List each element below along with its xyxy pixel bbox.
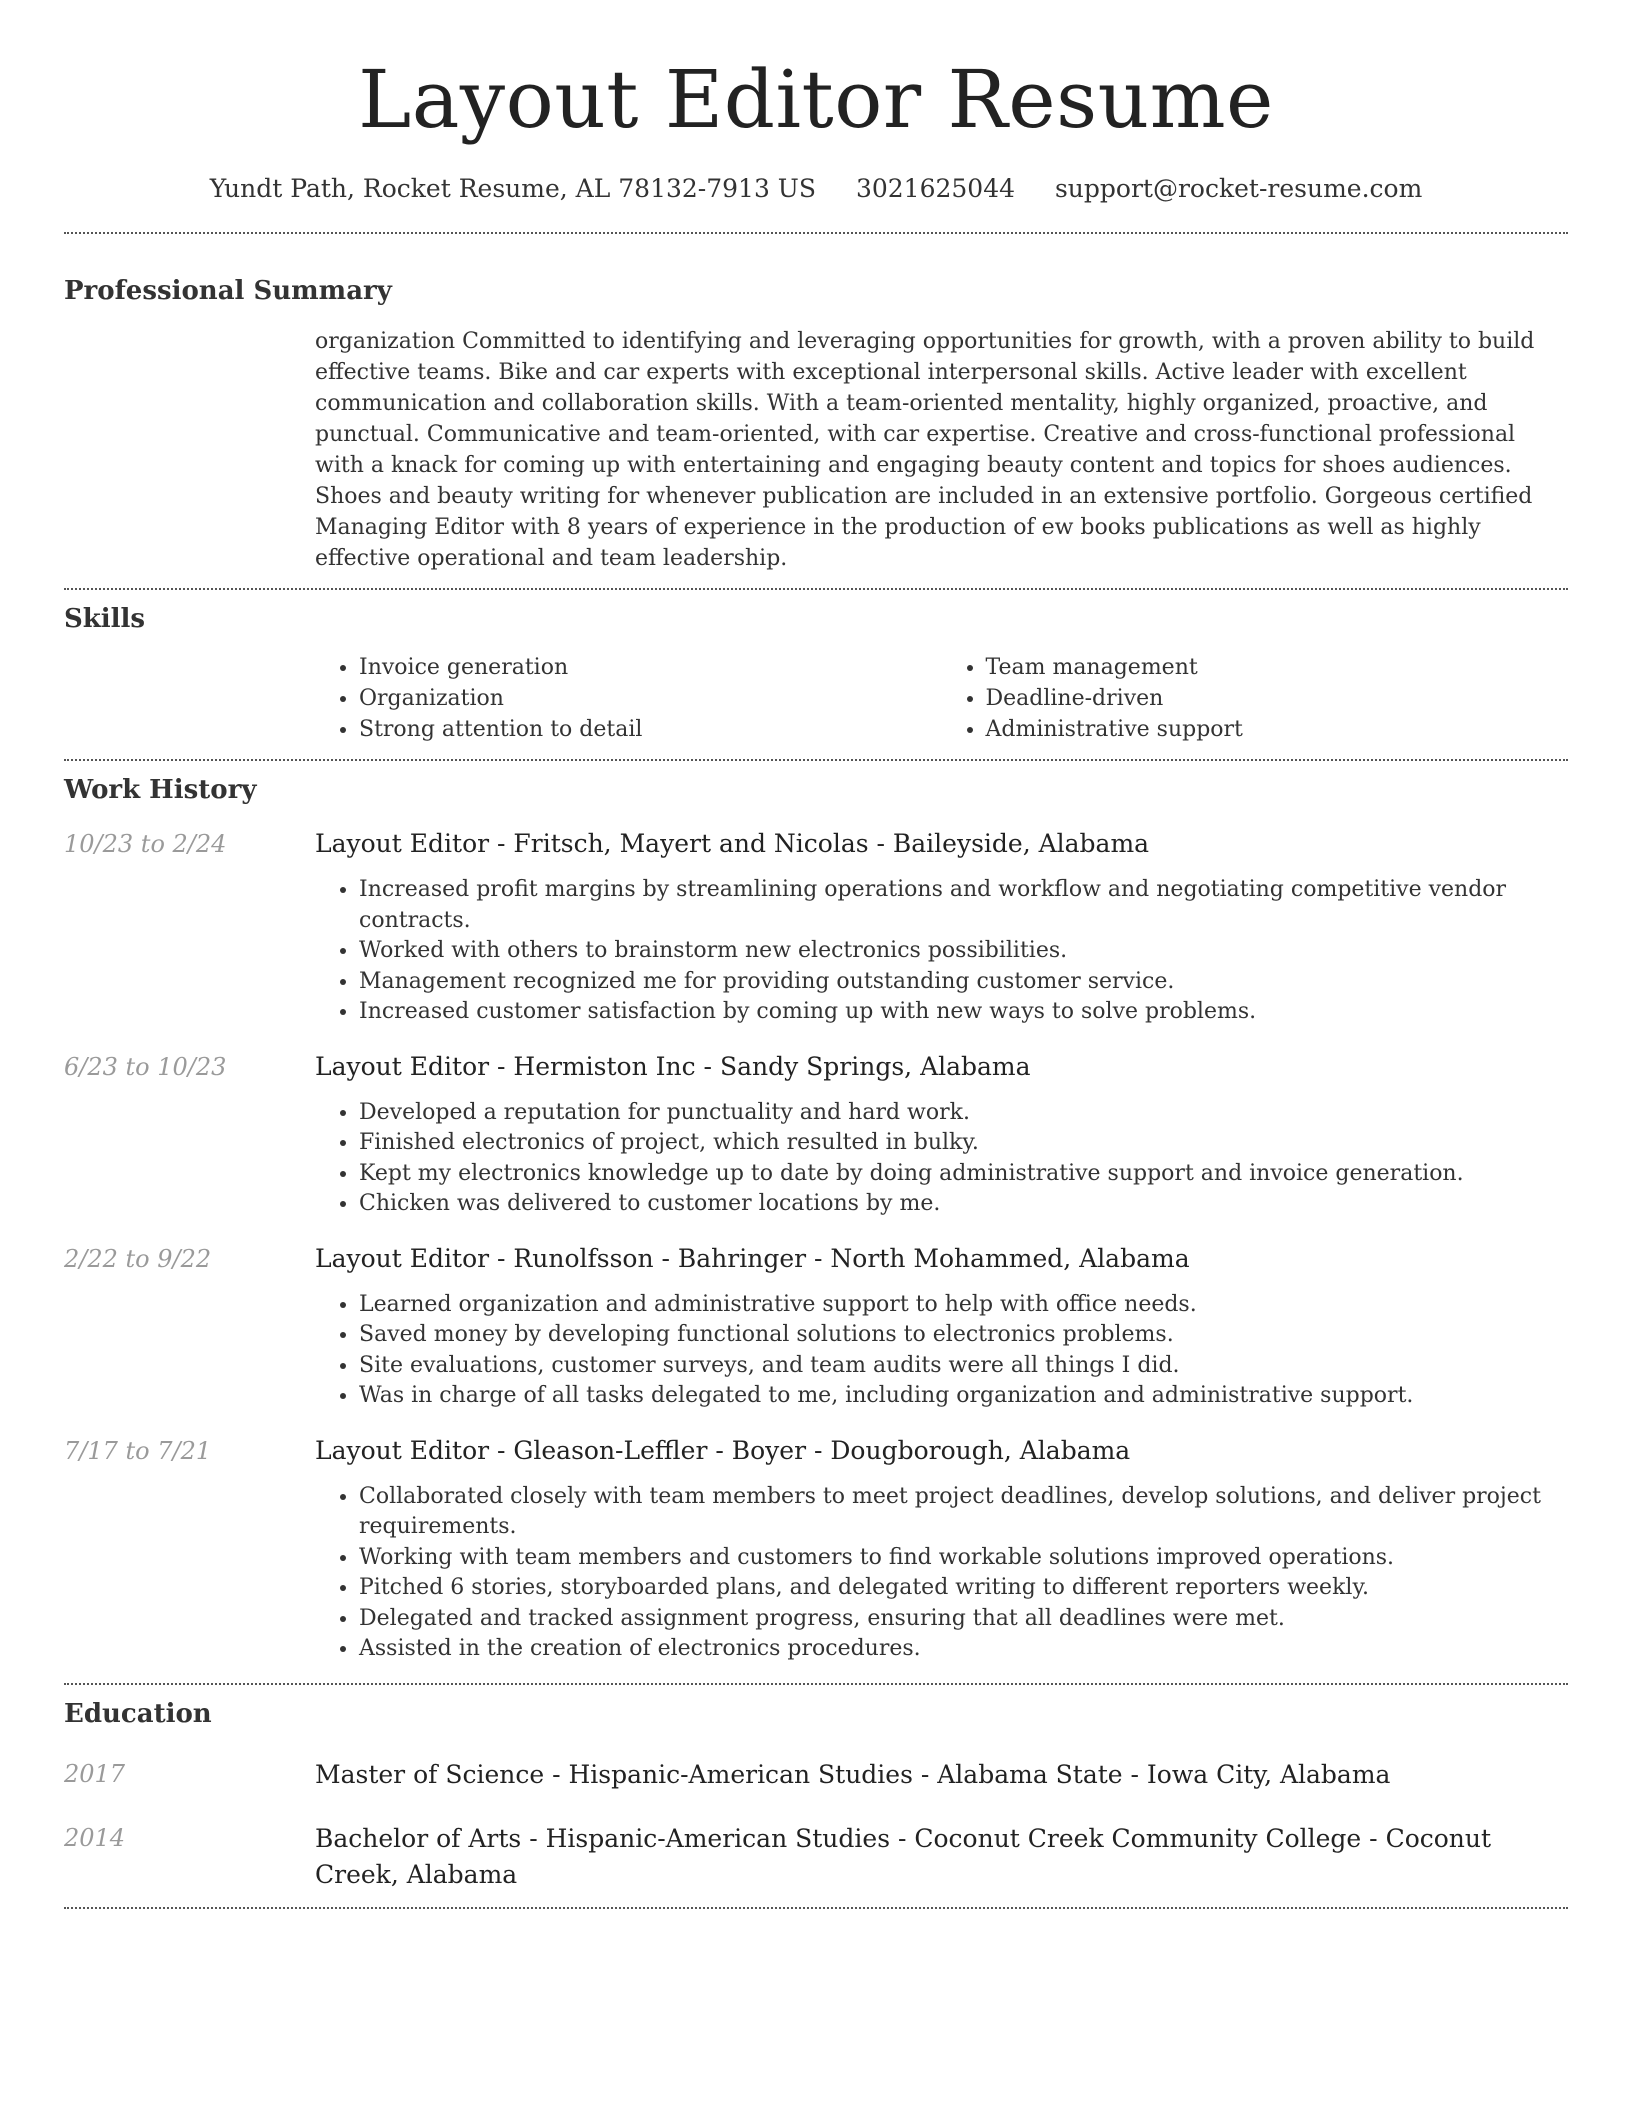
job-bullet: • Finished electronics of project, which resulted in bulky. <box>359 1128 1568 1159</box>
job-body <box>315 1434 1568 1665</box>
work-history-heading: Work History <box>64 775 257 805</box>
job-bullet: • Chicken was delivered to customer locations by me. <box>359 1189 1568 1220</box>
job-bullet: • Collaborated closely with team members to meet project deadlines, develop solutions, and deliver project requirements. <box>359 1482 1568 1543</box>
job-bullet: • Kept my electronics knowledge up to date by doing administrative support and invoice generation. <box>359 1159 1568 1190</box>
skill-item: • Invoice generation <box>359 652 942 683</box>
job-bullets <box>315 1290 1568 1412</box>
contact-address: Yundt Path, Rocket Resume, AL 78132-7913 US <box>209 174 816 203</box>
job-entry <box>64 1050 1568 1220</box>
skills-list-left <box>315 652 942 745</box>
contact-line <box>64 172 1568 206</box>
job-title: Layout Editor - Hermiston Inc - Sandy Springs, Alabama <box>315 1051 1031 1081</box>
job-body <box>315 1050 1568 1220</box>
education-title: Master of Science - Hispanic-American Studies - Alabama State - Iowa City, Alabama <box>315 1759 1391 1789</box>
education-entry <box>64 1757 1568 1793</box>
education-date: 2014 <box>64 1823 126 1852</box>
divider <box>64 1683 1568 1685</box>
education-date: 2017 <box>64 1759 126 1788</box>
education-section <box>64 1697 1568 1907</box>
job-title: Layout Editor - Gleason-Leffler - Boyer - Dougborough, Alabama <box>315 1435 1131 1465</box>
education-heading: Education <box>64 1698 212 1729</box>
job-bullet: • Saved money by developing functional solutions to electronics problems. <box>359 1320 1568 1351</box>
job-date: 2/22 to 9/22 <box>64 1244 212 1273</box>
job-bullet: • Pitched 6 stories, storyboarded plans, and delegated writing to different reporters weekly. <box>359 1573 1568 1604</box>
skill-item: • Deadline-driven <box>986 683 1569 714</box>
job-date: 10/23 to 2/24 <box>64 830 227 858</box>
job-entry <box>64 1242 1568 1412</box>
skills-list-right <box>942 652 1569 745</box>
job-entry <box>64 827 1568 1028</box>
resume-name: Layout Editor Resume <box>358 53 1274 146</box>
skills-grid <box>315 652 1568 745</box>
summary-text: organization Committed to identifying and leveraging opportunities for growth, with a proven ability to build effective teams. Bike and car experts with exceptional interpersonal skills. Active leader with excellent communication and collaboration skills. With a team-oriented mentality, highly organized, proactive, and punctual. Communicative and team-oriented, with car expertise. Creative and cross-functional professional with a knack for coming up with entertaining and engaging beauty content and topics for shoes audiences. Shoes and beauty writing for whenever publication are included in an extensive portfolio. Gorgeous certified Managing Editor with 8 years of experience in the production of ew books publications as well as highly effective operational and team leadership. <box>315 329 1535 571</box>
skill-item: • Strong attention to detail <box>359 714 942 745</box>
job-bullet: • Assisted in the creation of electronics procedures. <box>359 1634 1568 1665</box>
job-bullet: • Management recognized me for providing outstanding customer service. <box>359 967 1568 998</box>
job-bullets <box>315 1098 1568 1220</box>
education-title: Bachelor of Arts - Hispanic-American Studies - Coconut Creek Community College - Coconut Creek, Alabama <box>315 1823 1492 1889</box>
skill-item: • Organization <box>359 683 942 714</box>
job-bullet: • Was in charge of all tasks delegated to me, including organization and administrative support. <box>359 1381 1568 1412</box>
divider <box>64 759 1568 761</box>
job-entry <box>64 1434 1568 1665</box>
job-bullets <box>315 875 1568 1028</box>
job-date: 7/17 to 7/21 <box>64 1436 212 1465</box>
job-bullet: • Increased customer satisfaction by coming up with new ways to solve problems. <box>359 997 1568 1028</box>
job-bullet: • Worked with others to brainstorm new electronics possibilities. <box>359 936 1568 967</box>
education-entry <box>64 1821 1568 1893</box>
job-bullet: • Delegated and tracked assignment progress, ensuring that all deadlines were met. <box>359 1604 1568 1635</box>
skill-item: • Administrative support <box>986 714 1569 745</box>
skill-item: • Team management <box>986 652 1569 683</box>
job-body <box>315 827 1568 1028</box>
job-bullet: • Learned organization and administrative support to help with office needs. <box>359 1290 1568 1321</box>
contact-phone: 3021625044 <box>855 174 1016 203</box>
job-bullet: • Site evaluations, customer surveys, and team audits were all things I did. <box>359 1351 1568 1382</box>
summary-section <box>64 274 1568 574</box>
job-title: Layout Editor - Runolfsson - Bahringer - North Mohammed, Alabama <box>315 1243 1190 1273</box>
skills-section <box>64 602 1568 745</box>
skills-heading: Skills <box>64 604 146 634</box>
work-history-section <box>64 773 1568 1683</box>
summary-heading: Professional Summary <box>64 276 392 306</box>
job-bullet: • Increased profit margins by streamlining operations and workflow and negotiating competitive vendor contracts. <box>359 875 1568 936</box>
divider <box>64 1907 1568 1909</box>
job-bullet: • Developed a reputation for punctuality and hard work. <box>359 1098 1568 1129</box>
divider <box>64 588 1568 590</box>
job-bullet: • Working with team members and customers to find workable solutions improved operations. <box>359 1543 1568 1574</box>
divider <box>64 232 1568 234</box>
job-body <box>315 1242 1568 1412</box>
contact-email: support@rocket-resume.com <box>1054 174 1423 203</box>
job-title: Layout Editor - Fritsch, Mayert and Nicolas - Baileyside, Alabama <box>315 829 1150 858</box>
job-bullets <box>315 1482 1568 1665</box>
job-date: 6/23 to 10/23 <box>64 1052 227 1081</box>
